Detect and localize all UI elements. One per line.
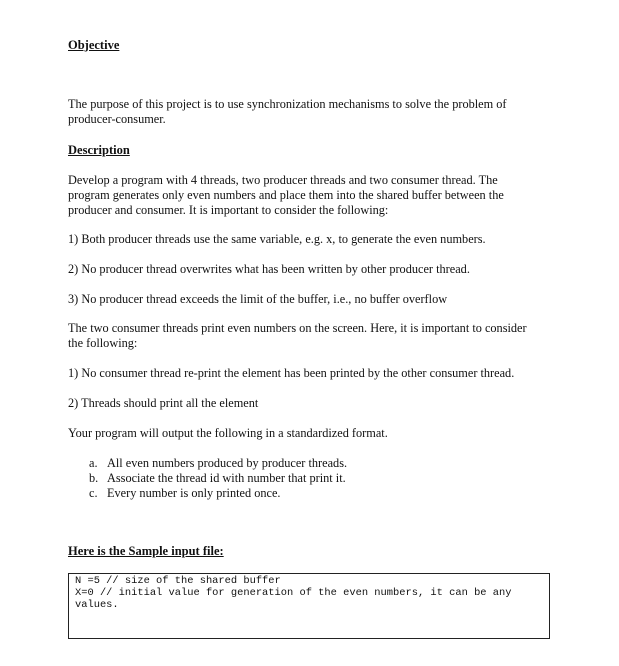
consumer-rule-1: 1) No consumer thread re-print the element has been printed by the other consumer thread.: [68, 366, 515, 380]
output-item-marker: c.: [89, 486, 98, 500]
description-intro-line-3: producer and consumer. It is important to consider the following:: [68, 203, 389, 217]
sample-code-box: [68, 573, 550, 639]
description-heading: Description: [68, 143, 130, 157]
objective-text-line-2: producer-consumer.: [68, 112, 166, 126]
output-item-a: [89, 456, 347, 471]
consumer-intro-line-2: the following:: [68, 336, 138, 350]
code-line-1: N =5 // size of the shared buffer: [75, 575, 281, 587]
output-item-text: All even numbers produced by producer threads.: [107, 456, 348, 470]
sample-heading: Here is the Sample input file:: [68, 544, 224, 558]
consumer-intro-line-1: The two consumer threads print even numbers on the screen. Here, it is important to consider: [68, 321, 527, 335]
output-item-marker: a.: [89, 456, 98, 470]
code-line-2: X=0 // initial value for generation of the even numbers, it can be any: [75, 587, 512, 599]
objective-text-line-1: The purpose of this project is to use synchronization mechanisms to solve the problem of: [68, 97, 507, 111]
output-item-text: Associate the thread id with number that print it.: [107, 471, 346, 485]
output-item-b: [89, 471, 346, 486]
output-intro: Your program will output the following in a standardized format.: [68, 426, 388, 440]
objective-heading: Objective: [68, 38, 120, 52]
producer-rule-3: 3) No producer thread exceeds the limit of the buffer, i.e., no buffer overflow: [68, 292, 448, 306]
description-intro-line-2: program generates only even numbers and place them into the shared buffer between the: [68, 188, 504, 202]
code-line-3: values.: [75, 599, 119, 611]
consumer-rule-2: 2) Threads should print all the element: [68, 396, 259, 410]
output-item-c: [89, 486, 280, 501]
description-intro-line-1: Develop a program with 4 threads, two producer threads and two consumer thread. The: [68, 173, 498, 187]
producer-rule-1: 1) Both producer threads use the same variable, e.g. x, to generate the even numbers.: [68, 232, 486, 246]
output-item-marker: b.: [89, 471, 99, 485]
output-item-text: Every number is only printed once.: [107, 486, 281, 500]
producer-rule-2: 2) No producer thread overwrites what has been written by other producer thread.: [68, 262, 470, 276]
